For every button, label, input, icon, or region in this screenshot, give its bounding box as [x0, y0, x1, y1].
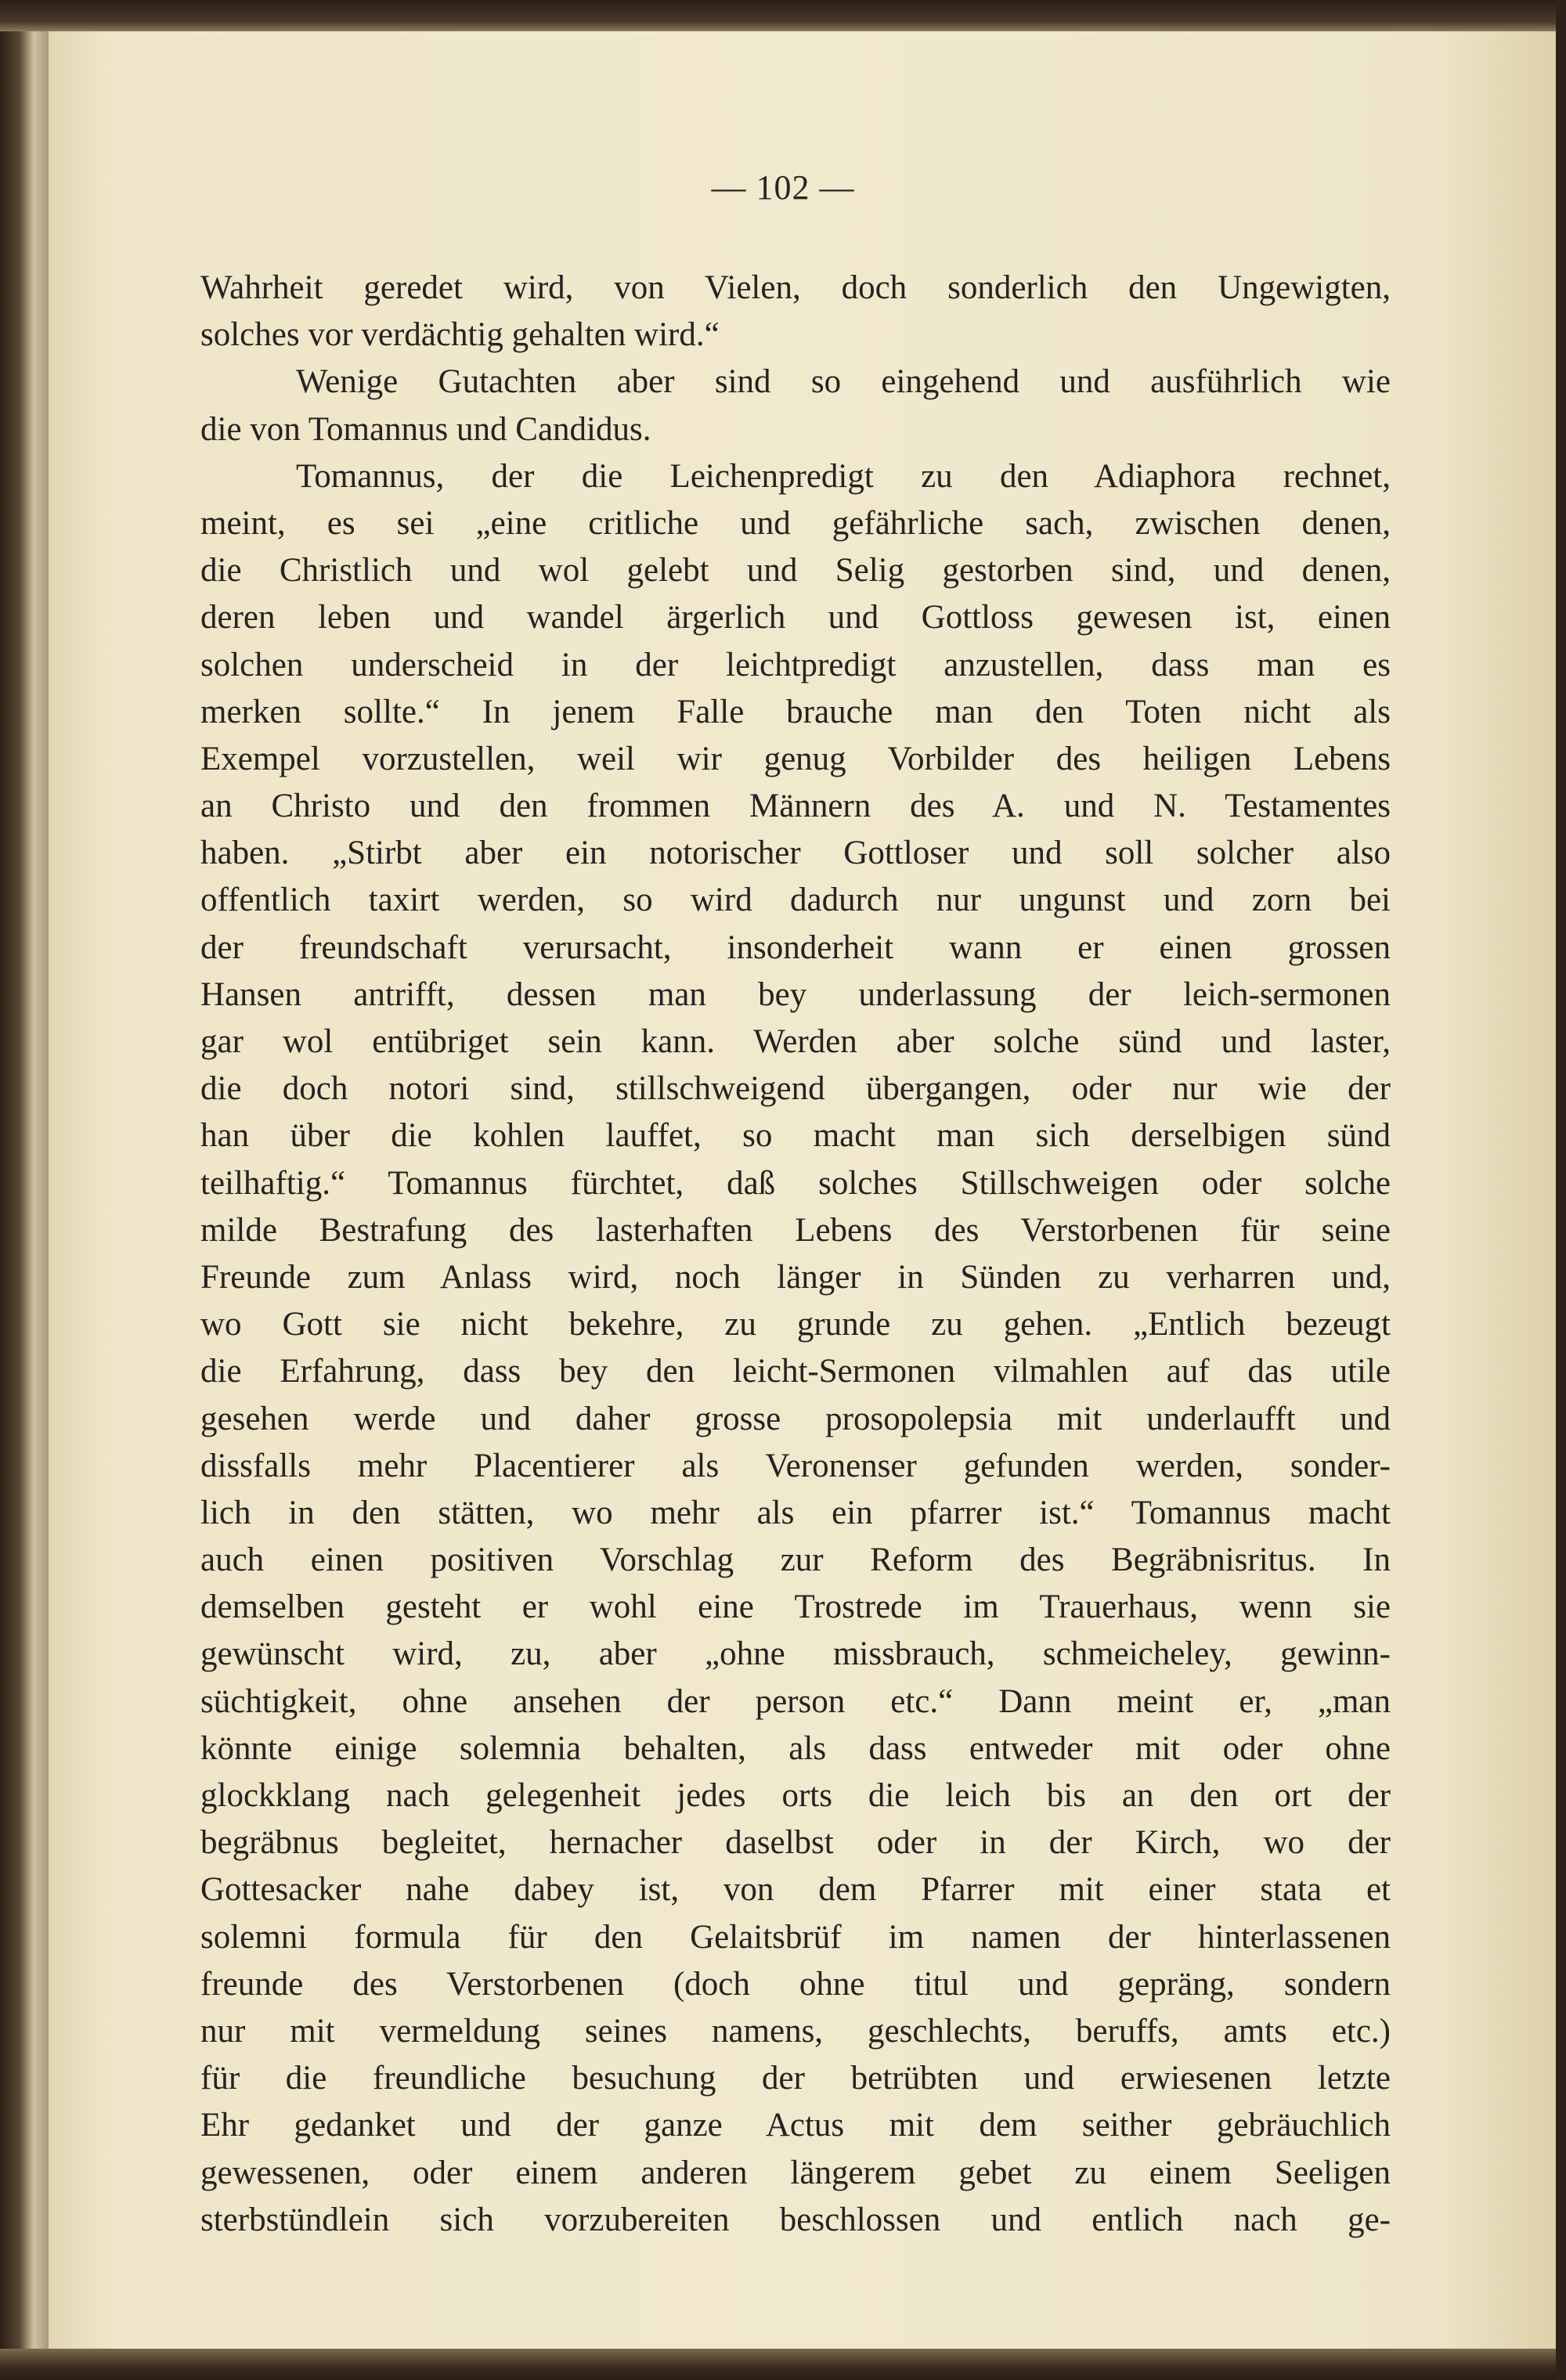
text-line: gesehen werde und daher grosse prosopolepsia mit underlaufft und — [200, 1400, 1391, 1437]
text-line: haben. „Stirbt aber ein notorischer Gottloser und soll solcher also — [200, 835, 1391, 872]
text-line: Freunde zum Anlass wird, noch länger in Sünden zu verharren und, — [200, 1258, 1391, 1296]
page-top-edge — [0, 0, 1566, 31]
text-line: könnte einige solemnia behalten, als dass entweder mit oder ohne — [200, 1729, 1391, 1767]
text-line: deren leben und wandel ärgerlich und Gottloss gewesen ist, einen — [200, 599, 1391, 636]
text-line: solchen underscheid in der leichtpredigt anzustellen, dass man es — [200, 646, 1391, 683]
text-line: die Christlich und wol gelebt und Selig gestorben sind, und denen, — [200, 552, 1391, 590]
text-line: die von Tomannus und Candidus. — [200, 410, 651, 448]
body-text — [200, 265, 1391, 2244]
text-line: der freundschaft verursacht, insonderheit wann er einen grossen — [200, 929, 1391, 966]
text-line: han über die kohlen lauffet, so macht man sich derselbigen sünd — [200, 1117, 1391, 1155]
text-line: gar wol entübriget sein kann. Werden aber solche sünd und laster, — [200, 1023, 1391, 1060]
text-line: milde Bestrafung des lasterhaften Lebens des Verstorbenen für seine — [200, 1211, 1391, 1249]
text-line: meint, es sei „eine critliche und gefährliche sach, zwischen denen, — [200, 504, 1391, 542]
text-line: begräbnus begleitet, hernacher daselbst oder in der Kirch, wo der — [200, 1824, 1391, 1862]
text-line: Ehr gedanket und der ganze Actus mit dem seither gebräuchlich — [200, 2107, 1391, 2144]
book-spine — [0, 0, 49, 2380]
text-line: glockklang nach gelegenheit jedes orts die leich bis an den ort der — [200, 1777, 1391, 1814]
text-line: süchtigkeit, ohne ansehen der person etc.“ Dann meint er, „man — [200, 1682, 1391, 1720]
text-line: Wenige Gutachten aber sind so eingehend und ausführlich wie — [296, 363, 1391, 401]
text-line: Hansen antrifft, dessen man bey underlassung der leich-sermonen — [200, 975, 1391, 1013]
text-line: nur mit vermeldung seines namens, geschlechts, beruffs, amts etc.) — [200, 2012, 1391, 2050]
text-line: teilhaftig.“ Tomannus fürchtet, daß solches Stillschweigen oder solche — [200, 1164, 1391, 1202]
text-line: Exempel vorzustellen, weil wir genug Vorbilder des heiligen Lebens — [200, 740, 1391, 777]
text-line: solches vor verdächtig gehalten wird.“ — [200, 316, 720, 354]
text-line: Tomannus, der die Leichenpredigt zu den Adiaphora rechnet, — [296, 457, 1391, 495]
text-line: merken sollte.“ In jenem Falle brauche man den Toten nicht als — [200, 693, 1391, 730]
text-line: gewessenen, oder einem anderen längerem gebet zu einem Seeligen — [200, 2154, 1391, 2191]
text-line: die doch notori sind, stillschweigend übergangen, oder nur wie der — [200, 1070, 1391, 1108]
text-line: die Erfahrung, dass bey den leicht-Sermonen vilmahlen auf das utile — [200, 1353, 1391, 1390]
text-line: freunde des Verstorbenen (doch ohne titul und gepräng, sondern — [200, 1965, 1391, 2003]
text-line: offentlich taxirt werden, so wird dadurch nur ungunst und zorn bei — [200, 882, 1391, 919]
text-line: Gottesacker nahe dabey ist, von dem Pfarrer mit einer stata et — [200, 1871, 1391, 1909]
text-line: Wahrheit geredet wird, von Vielen, doch sonderlich den Ungewigten, — [200, 269, 1391, 306]
page-right-edge — [1556, 0, 1566, 2380]
text-line: gewünscht wird, zu, aber „ohne missbrauch, schmeicheley, gewinn- — [200, 1635, 1391, 1673]
text-line: lich in den stätten, wo mehr als ein pfarrer ist.“ Tomannus macht — [200, 1494, 1391, 1531]
page-bottom-edge — [0, 2349, 1566, 2380]
text-line: dissfalls mehr Placentierer als Veronenser gefunden werden, sonder- — [200, 1447, 1391, 1484]
page-number: — 102 — — [711, 168, 855, 207]
text-line: demselben gesteht er wohl eine Trostrede im Trauerhaus, wenn sie — [200, 1588, 1391, 1626]
text-line: sterbstündlein sich vorzubereiten beschlossen und entlich nach ge- — [200, 2201, 1391, 2238]
text-line: wo Gott sie nicht bekehre, zu grunde zu gehen. „Entlich bezeugt — [200, 1306, 1391, 1343]
text-line: auch einen positiven Vorschlag zur Reform des Begräbnisritus. In — [200, 1542, 1391, 1579]
text-line: an Christo und den frommen Männern des A. und N. Testamentes — [200, 788, 1391, 825]
text-line: für die freundliche besuchung der betrübten und erwiesenen letzte — [200, 2060, 1391, 2097]
text-line: solemni formula für den Gelaitsbrüf im namen der hinterlassenen — [200, 1918, 1391, 1956]
